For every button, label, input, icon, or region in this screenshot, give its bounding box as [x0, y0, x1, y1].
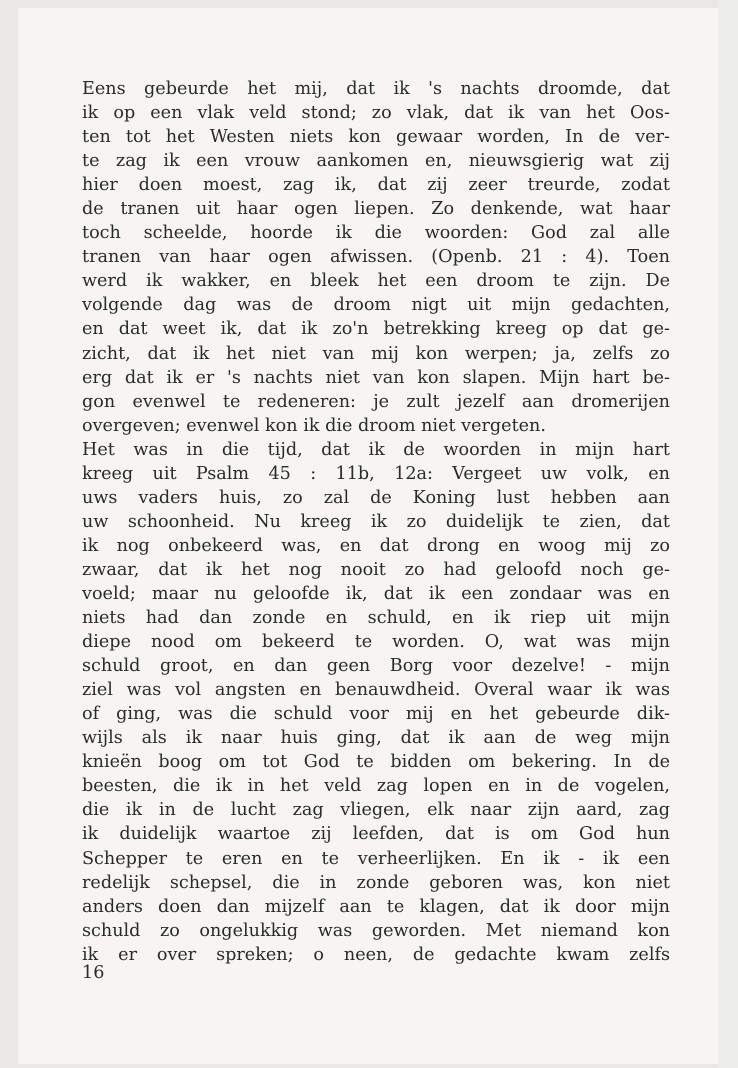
- text-line: Eens gebeurde het mij, dat ik 's nachts droomde, dat: [82, 79, 670, 99]
- text-line: erg dat ik er 's nachts niet van kon slapen. Mijn hart be-: [82, 367, 670, 388]
- text-line: niets had dan zonde en schuld, en ik riep uit mijn: [82, 608, 670, 629]
- text-line: knieën boog om tot God te bidden om bekering. In de: [82, 752, 670, 773]
- text-line: ik op een vlak veld stond; zo vlak, dat ik van het Oos-: [82, 103, 670, 124]
- text-line: uw schoonheid. Nu kreeg ik zo duidelijk te zien, dat: [82, 511, 670, 532]
- text-line: gon evenwel te redeneren: je zult jezelf aan dromerijen: [82, 391, 670, 412]
- text-line: redelijk schepsel, die in zonde geboren was, kon niet: [82, 872, 670, 893]
- text-line: werd ik wakker, en bleek het een droom te zijn. De: [82, 271, 670, 292]
- text-line: Schepper te eren en te verheerlijken. En ik - ik een: [82, 848, 670, 869]
- text-line: overgeven; evenwel kon ik die droom niet vergeten.: [82, 415, 546, 436]
- text-line: ziel was vol angsten en benauwdheid. Overal waar ik was: [82, 680, 670, 701]
- text-line: uws vaders huis, zo zal de Koning lust hebben aan: [82, 487, 670, 508]
- text-line: schuld groot, en dan geen Borg voor dezelve! - mijn: [82, 656, 670, 677]
- text-line: zwaar, dat ik het nog nooit zo had geloofd noch ge-: [82, 559, 670, 580]
- text-line: die ik in de lucht zag vliegen, elk naar zijn aard, zag: [82, 800, 670, 821]
- text-line: ten tot het Westen niets kon gewaar worden, In de ver-: [82, 127, 670, 148]
- text-line: ik duidelijk waartoe zij leefden, dat is om God hun: [82, 824, 670, 845]
- text-line: zicht, dat ik het niet van mij kon werpen; ja, zelfs zo: [82, 343, 670, 364]
- text-line: ik nog onbekeerd was, en dat drong en woog mij zo: [82, 535, 670, 556]
- text-line: wijls als ik naar huis ging, dat ik aan de weg mijn: [82, 728, 670, 749]
- text-line: of ging, was die schuld voor mij en het gebeurde dik-: [82, 704, 670, 725]
- text-line: anders doen dan mijzelf aan te klagen, dat ik door mijn: [82, 896, 670, 917]
- page-edge-strip: [718, 0, 738, 1068]
- text-line: volgende dag was de droom nigt uit mijn gedachten,: [82, 295, 670, 316]
- body-text: [82, 77, 670, 967]
- text-line: te zag ik een vrouw aankomen en, nieuwsgierig wat zij: [82, 151, 670, 172]
- book-page: [18, 8, 718, 1064]
- text-line: ik er over spreken; o neen, de gedachte kwam zelfs: [82, 944, 670, 965]
- text-line: diepe nood om bekeerd te worden. O, wat was mijn: [82, 632, 670, 653]
- text-line: schuld zo ongelukkig was geworden. Met niemand kon: [82, 920, 670, 941]
- text-line: en dat weet ik, dat ik zo'n betrekking kreeg op dat ge-: [82, 319, 670, 340]
- text-line: kreeg uit Psalm 45 : 11b, 12a: Vergeet uw volk, en: [82, 463, 670, 484]
- text-line: tranen van haar ogen afwissen. (Openb. 21 : 4). Toen: [82, 247, 670, 268]
- page-number: 16: [82, 963, 105, 983]
- text-line: voeld; maar nu geloofde ik, dat ik een zondaar was en: [82, 583, 670, 604]
- text-line: beesten, die ik in het veld zag lopen en in de vogelen,: [82, 776, 670, 797]
- text-line: de tranen uit haar ogen liepen. Zo denkende, wat haar: [82, 199, 670, 220]
- text-line: hier doen moest, zag ik, dat zij zeer treurde, zodat: [82, 175, 670, 196]
- text-line: Het was in die tijd, dat ik de woorden in mijn hart: [82, 439, 670, 460]
- text-line: toch scheelde, hoorde ik die woorden: God zal alle: [82, 223, 670, 244]
